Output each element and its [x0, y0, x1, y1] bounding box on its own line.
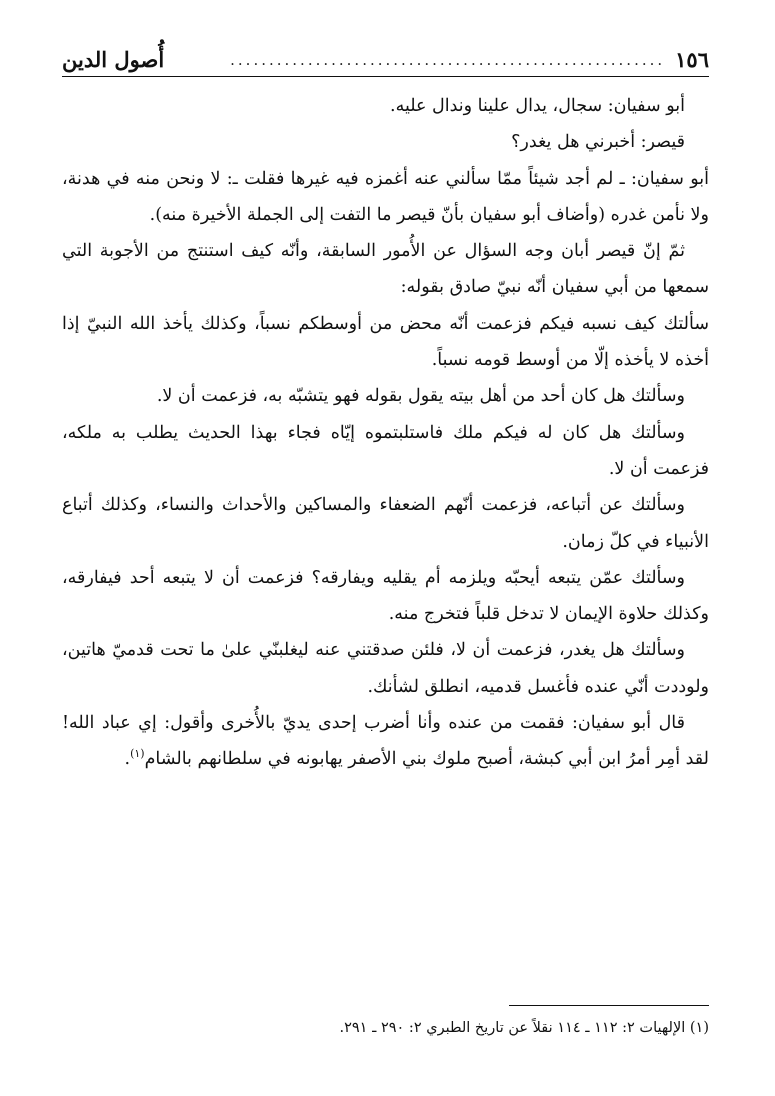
paragraph-last: قال أبو سفيان: فقمت من عنده وأنا أضرب إحدى يديّ بالأُخرى وأقول: إي عباد الله! لقد أمِر أمرُ ابن أبي كبشة، أصبح ملوك بني الأصفر يهابونه في سلطانهم بالشام$^{(١)}$. [62, 713, 709, 770]
paragraph: أبو سفيان: ـ لم أجد شيئاً ممّا سألني عنه أغمزه فيه غيرها فقلت ـ: لا ونحن منه في هدنة، ولا نأمن غدره (وأضاف أبو سفيان بأنّ قيصر ما التفت إلى الجملة الأخيرة منه). [62, 168, 709, 225]
paragraph: سألتك كيف نسبه فيكم فزعمت أنّه محض من أوسطكم نسباً، وكذلك يأخذ الله النبيّ إذا أخذه لا يأخذه إلّا من أوسط قومه نسباً. [62, 313, 709, 371]
header-title: أُصول الدين [62, 47, 165, 72]
paragraph: أبو سفيان: سجال، يدال علينا وندال عليه. [390, 96, 685, 116]
paragraph: وسألتك هل كان أحد من أهل بيته يقول بقوله فهو يتشبّه به، فزعمت أن لا. [156, 386, 685, 407]
running-header [62, 36, 709, 77]
paragraph: وسألتك عمّن يتبعه أيحبّه ويلزمه أم يقليه ويفارقه؟ فزعمت أن لا يتبعه أحد فيفارقه، وكذلك حلاوة الإيمان لا تدخل قلباً فتخرج منه. [62, 567, 709, 625]
footnote: (١) الإلهيات ٢: ١١٢ ـ ١١٤ نقلاً عن تاريخ الطبري ٢: ٢٩٠ ـ ٢٩١. [339, 1020, 709, 1036]
header-leader-dots: ........................................................ [230, 51, 666, 69]
paragraph-text: قال أبو سفيان: فقمت من عنده وأنا أضرب إحدى يديّ بالأُخرى وأقول: إي عباد الله! لقد أمِر أمرُ ابن أبي كبشة، أصبح ملوك بني الأصفر يهابونه في سلطانهم بالشام [62, 713, 709, 770]
paragraph: وسألتك هل كان له فيكم ملك فاستلبتموه إيّاه فجاء بهذا الحديث يطلب به ملكه، فزعمت أن لا. [62, 422, 709, 479]
footnote-divider [509, 1005, 709, 1006]
paragraph: وسألتك عن أتباعه، فزعمت أنّهم الضعفاء والمساكين والأحداث والنساء، وكذلك أتباع الأنبياء في كلّ زمان. [62, 495, 709, 552]
paragraph: قيصر: أخبرني هل يغدر؟ [511, 132, 685, 153]
page-number: ١٥٦ [675, 47, 709, 72]
body-text [62, 88, 709, 778]
paragraph: ثمّ إنّ قيصر أبان وجه السؤال عن الأُمور السابقة، وأنّه كيف استنتج من الأجوبة التي سمعها من أبي سفيان أنّه نبيّ صادق بقوله: [62, 241, 709, 298]
footnote-reference[interactable]: (١) [130, 747, 145, 761]
paragraph: وسألتك هل يغدر، فزعمت أن لا، فلئن صدقتني عنه ليغلبنّي علىٰ ما تحت قدميّ هاتين، ولوددت أنّي عنده فأغسل قدميه، انطلق لشأنك. [62, 640, 709, 697]
